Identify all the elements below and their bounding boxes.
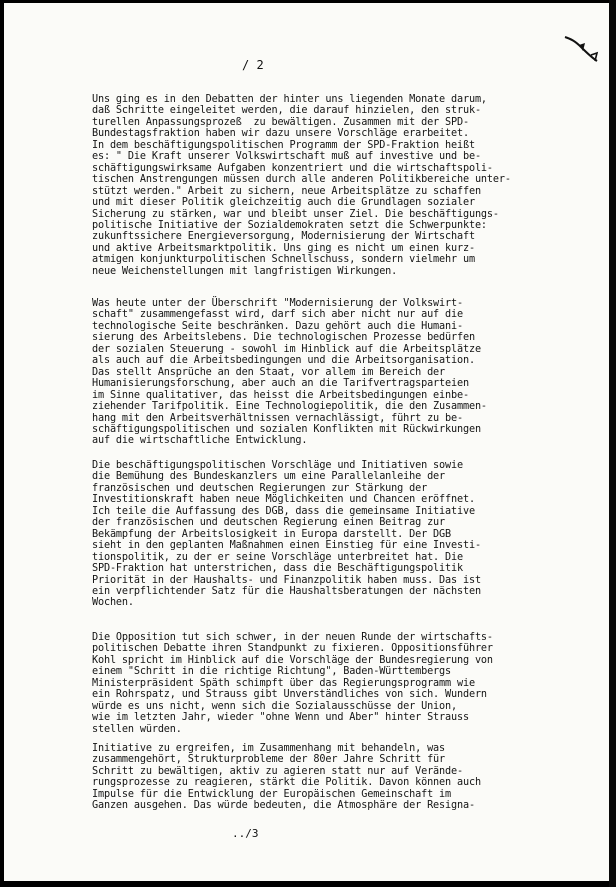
text-line: der französischen und deutschen Regierung einen Beitrag zur [92,517,446,529]
text-line: die Bemühung des Bundeskanzlers um eine Parallelanleihe der [92,471,446,483]
text-line: im Sinne qualitativer, das heisst die Arbeitsbedingungen einbe- [92,389,469,401]
text-line: Priorität in der Haushalts- und Finanzpolitik haben muss. Das ist [92,574,481,586]
text-line: sierung des Arbeitslebens. Die technologischen Prozesse bedürfen [92,332,475,344]
text-line: rungsprozesse zu reagieren, stärkt die Politik. Davon können auch [92,777,481,789]
text-line: neue Weichenstellungen mit langfristigen Wirkungen. [92,265,398,277]
text-line: Die beschäftigungspolitischen Vorschläge und Initiativen sowie [92,460,463,471]
paragraph-4 [92,632,597,735]
text-line: Das stellt Ansprüche an den Staat, vor allem im Bereich der [92,366,446,378]
text-line: zukunftssichere Energieversorgung, Modernisierung der Wirtschaft [92,231,475,243]
text-line: auf die wirtschaftliche Entwicklung. [92,435,308,447]
document-page [4,3,609,881]
text-line: ein verpflichtender Satz für die Haushaltsberatungen der nächsten [92,585,481,597]
page-number: / 2 [242,58,264,72]
text-line: zusammengehört, Strukturprobleme der 80er Jahre Schritt für [92,754,446,766]
scan-edge [609,0,616,887]
text-line: französischen und deutschen Regierungen zur Stärkung der [92,482,428,494]
text-line: schäftigungspolitischen und sozialen Konflikten mit Rückwirkungen [92,423,481,435]
text-line: Ganzen ausgehen. Das würde bedeuten, die Atmosphäre der Resigna- [92,800,475,812]
text-line: als auch auf die Arbeitsbedingungen und die Arbeitsorganisation. [92,355,475,367]
text-line: technologische Seite beschränken. Dazu gehört auch die Humani- [92,320,463,332]
paragraph-2 [92,298,597,447]
text-line: wie im letzten Jahr, wieder "ohne Wenn und Aber" hinter Strauss [92,712,469,724]
text-line: ziehender Tarifpolitik. Eine Technologiepolitik, die den Zusammen- [92,401,487,413]
text-line: atmigen konjunkturpolitischen Schnellschuss, sondern vielmehr um [92,254,475,266]
text-line: tischen Anstrengungen müssen durch alle anderen Politikbereiche unter- [92,174,511,186]
text-line: SPD-Fraktion hat unterstrichen, dass die Beschäftigungspolitik [92,563,463,575]
text-line: politischen Debatte ihren Standpunkt zu fixieren. Oppositionsführer [92,643,493,655]
text-line: stützt werden." Arbeit zu sichern, neue Arbeitsplätze zu schaffen [92,185,481,197]
text-line: turellen Anpassungsprozeß zu bewältigen. Zusammen mit der SPD- [92,116,469,128]
text-line: politische Initiative der Sozialdemokraten setzt die Schwerpunkte: [92,219,487,231]
text-line: Schritt zu bewältigen, aktiv zu agieren statt nur auf Verände- [92,765,463,777]
text-line: Sicherung zu stärken, war und bleibt unser Ziel. Die beschäftigungs- [92,208,499,220]
text-line: Kohl spricht im Hinblick auf die Vorschläge der Bundesregierung von [92,654,493,666]
paragraph-3 [92,460,597,609]
text-line: hang mit den Arbeitsverhältnissen vernachlässigt, führt zu be- [92,412,463,424]
text-line: Was heute unter der Überschrift "Modernisierung der Volkswirt- [92,298,463,309]
text-line: ein Rohrspatz, und Strauss gibt Unverständliches von sich. Wundern [92,689,487,701]
continuation-marker: ../3 [232,827,259,840]
text-line: der sozialen Steuerung - sowohl im Hinblick auf die Arbeitsplätze [92,343,481,355]
text-line: Bundestagsfraktion haben wir dazu unsere Vorschläge erarbeitet. [92,128,469,140]
text-line: schaft" zusammengefasst wird, darf sich aber nicht nur auf die [92,309,463,321]
text-line: schäftigungswirksame Aufgaben konzentriert und die wirtschaftspoli- [92,162,493,174]
text-line: und mit dieser Politik gleichzeitig auch die Grundlagen sozialer [92,197,475,209]
text-line: daß Schritte eingeleitet werden, die darauf hinzielen, den struk- [92,105,481,117]
text-line: tionspolitik, zu der er seine Vorschläge unterbreitet hat. Die [92,551,463,563]
text-line: und aktive Arbeitsmarktpolitik. Uns ging es nicht um einen kurz- [92,242,475,254]
text-line: es: " Die Kraft unserer Volkswirtschaft muß auf investive und be- [92,151,481,163]
paragraph-1 [92,94,597,277]
handwritten-mark [561,31,601,67]
text-line: Uns ging es in den Debatten der hinter uns liegenden Monate darum, [92,94,487,105]
text-line: Ministerpräsident Späth schimpft über das Regierungsprogramm wie [92,677,475,689]
text-line: stellen würden. [92,723,182,735]
text-line: sieht in den geplanten Maßnahmen einen Einstieg für eine Investi- [92,540,481,552]
text-line: Die Opposition tut sich schwer, in der neuen Runde der wirtschafts- [92,632,493,643]
text-line: Initiative zu ergreifen, im Zusammenhang mit behandeln, was [92,743,446,754]
text-line: Investitionskraft haben neue Möglichkeiten und Chancen eröffnet. [92,494,475,506]
text-line: Ich teile die Auffassung des DGB, dass die gemeinsame Initiative [92,505,475,517]
text-line: würde es uns nicht, wenn sich die Sozialausschüsse der Union, [92,700,457,712]
text-line: Wochen. [92,597,134,609]
text-line: Impulse für die Entwicklung der Europäischen Gemeinschaft im [92,788,452,800]
text-line: Humanisierungsforschung, aber auch an die Tarifvertragsparteien [92,378,469,390]
paragraph-5 [92,743,597,812]
text-line: einem "Schritt in die richtige Richtung", Baden-Württembergs [92,666,452,678]
text-line: In dem beschäftigungspolitischen Programm der SPD-Fraktion heißt [92,139,475,151]
text-line: Bekämpfung der Arbeitslosigkeit in Europa darstellt. Der DGB [92,528,452,540]
